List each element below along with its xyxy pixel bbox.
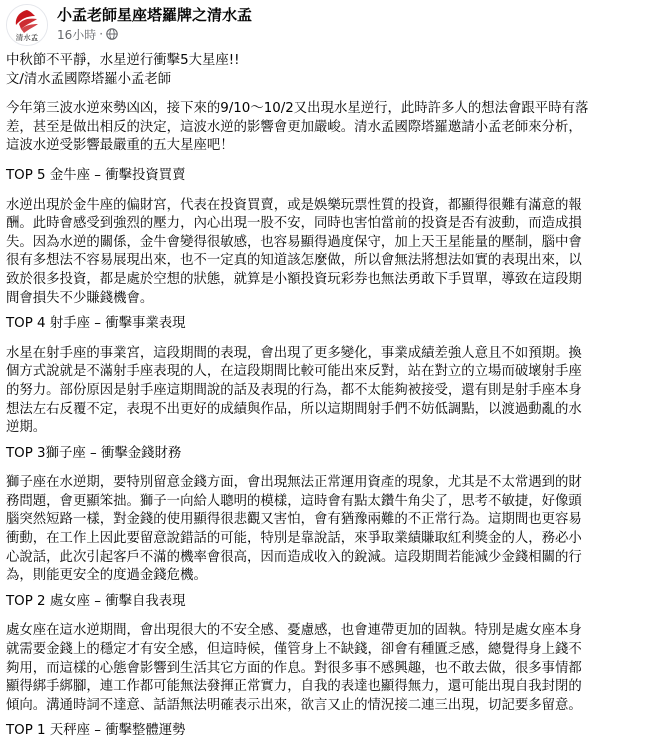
page-avatar[interactable] bbox=[6, 4, 48, 46]
section-line: 處女座在這水逆期間，會出現很大的不安全感、憂慮感，也會連帶更加的固執。特別是處女座本身 bbox=[6, 623, 582, 639]
section-line: 很有多想法不容易展現出來，也不一定真的知道該怎麼做，所以會無法將想法如實的表現出來，以 bbox=[6, 253, 582, 269]
section-body bbox=[6, 197, 640, 309]
section-line: 務問題，會更顯笨拙。獅子一向給人聰明的模樣，這時會有點太鑽牛角尖了，思考不敏捷，好像頭 bbox=[6, 493, 582, 509]
post-header bbox=[0, 0, 649, 50]
intro bbox=[6, 52, 640, 89]
section-line: 間會損失不少賺錢機會。 bbox=[6, 290, 154, 306]
section-line: 腦突然短路一樣，對金錢的使用顯得很悲觀又害怕，會有猶豫兩難的不正常行為。這期間也更容易 bbox=[6, 512, 582, 528]
section-line: 衝動，在工作上因此要留意說錯話的可能，特別是靠說話，來爭取業績賺取紅利獎金的人，務必小 bbox=[6, 531, 582, 547]
section-line: 致於很多投資，都是處於空想的狀態，就算是小額投資玩彩券也無法勇敢下手買單，導致在這段期 bbox=[6, 271, 582, 287]
lead-line: 差，甚至是做出相反的決定，這波水逆的影響會更加嚴峻。清水孟國際塔羅邀請小孟老師來分析， bbox=[6, 119, 582, 135]
section-body bbox=[6, 345, 640, 438]
lead-line: 這波水逆受影響最嚴重的五大星座吧！ bbox=[6, 138, 234, 154]
section-line: 就需要金錢上的穩定才有安全感，但這時候，僅管身上不缺錢，卻會有種匱乏感，總覺得身上錢不 bbox=[6, 642, 582, 658]
logo-text: 清水孟 bbox=[15, 33, 39, 42]
section-line: 酬。此時會感受到強烈的壓力，內心出現一股不安，同時也害怕當前的投資是否有波動，而造成損 bbox=[6, 216, 582, 232]
section-line: 夠用，而這樣的心態會影響到生活其它方面的作息。對很多事不感興趣，也不敢去做，很多事情都 bbox=[6, 660, 582, 676]
section-line: 失。因為水逆的關係，金牛會變得很敏感，也容易顯得過度保守，加上天王星能量的壓制，腦中會 bbox=[6, 234, 582, 250]
section-top5 bbox=[6, 167, 640, 186]
section-body bbox=[6, 474, 640, 586]
post-meta bbox=[57, 26, 118, 42]
section-line: 顯得綁手綁腳，連工作都可能無法發揮正常實力，自我的表達也顯得無力，還可能出現自我封閉的 bbox=[6, 679, 582, 695]
section-line: 心說話，此次引起客戶不滿的機率會很高，因而造成收入的銳減。這段期間若能減少金錢相關的行 bbox=[6, 549, 582, 565]
section-top1 bbox=[6, 722, 640, 741]
intro-author: 文/清水孟國際塔羅小孟老師 bbox=[6, 71, 172, 87]
section-heading: TOP 3獅子座 – 衝擊金錢財務 bbox=[6, 445, 182, 461]
page-name[interactable]: 小孟老師星座塔羅牌之清水孟 bbox=[57, 6, 253, 24]
section-heading: TOP 5 金牛座 – 衝擊投資買賣 bbox=[6, 167, 186, 183]
section-body bbox=[6, 622, 640, 715]
post-body bbox=[6, 52, 640, 741]
section-line: 的努力。部份原因是射手座這期間說的話及表現的行為，都不太能夠被接受，還有則是射手座本身 bbox=[6, 382, 582, 398]
section-line: 獅子座在水逆期，要特別留意金錢方面，會出現無法正常運用資產的現象，尤其是不太常遇到的財 bbox=[6, 475, 582, 491]
section-line: 傾向。溝通時詞不達意、話語無法明確表示出來，欲言又止的情況接二連三出現，切記要多留意。 bbox=[6, 697, 582, 713]
section-top2 bbox=[6, 593, 640, 612]
globe-icon bbox=[106, 28, 118, 40]
section-heading: TOP 2 處女座 – 衝擊自我表現 bbox=[6, 593, 186, 609]
section-line: 為，則能更安全的度過金錢危機。 bbox=[6, 568, 207, 584]
meta-separator: · bbox=[99, 27, 104, 41]
section-line: 逆期。 bbox=[6, 420, 47, 436]
section-line: 水逆出現於金牛座的偏財宮，代表在投資買賣，或是娛樂玩票性質的投資，都顯得很難有滿意的報 bbox=[6, 197, 582, 213]
intro-title: 中秋節不平靜，水星逆行衝擊5大星座!! bbox=[6, 53, 240, 68]
lead-paragraph bbox=[6, 100, 640, 156]
section-line: 水星在射手座的事業宮，這段期間的表現，會出現了更多變化，事業成績差強人意且不如預期。換 bbox=[6, 345, 582, 361]
section-top3 bbox=[6, 445, 640, 464]
section-line: 個方式說就是不滿射手座表現的人，在這段期間比較可能出來反對，站在對立的立場而破壞射手座 bbox=[6, 364, 582, 380]
post-time[interactable]: 16小時 bbox=[57, 27, 97, 42]
section-heading: TOP 1 天秤座 – 衝擊整體運勢 bbox=[6, 723, 186, 739]
section-heading: TOP 4 射手座 – 衝擊事業表現 bbox=[6, 316, 186, 332]
page-logo bbox=[7, 5, 47, 45]
lead-line: 今年第三波水逆來勢凶凶，接下來的9/10～10/2又出現水星逆行，此時許多人的想法會跟平時有落 bbox=[6, 101, 589, 117]
section-top4 bbox=[6, 315, 640, 334]
section-line: 想法左右反覆不定，表現不出更好的成績與作品，所以這期間射手們不妨低調點，以渡過動亂的水 bbox=[6, 401, 582, 417]
